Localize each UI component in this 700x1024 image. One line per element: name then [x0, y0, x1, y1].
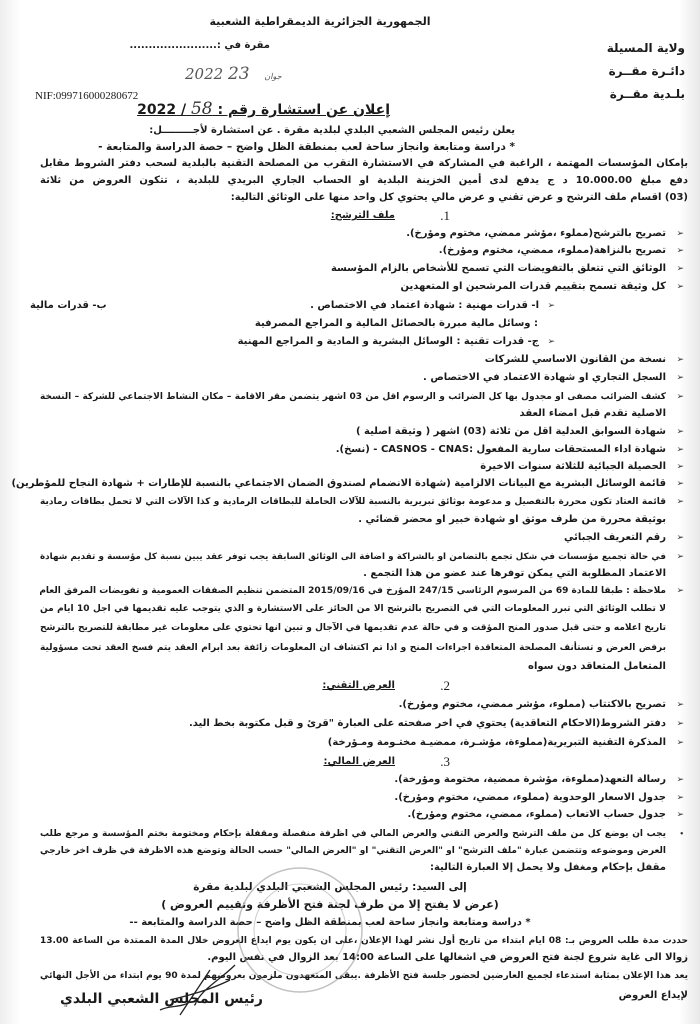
list-item: ➢ السجل التجاري او شهادة الاعتماد في الاختصاص . — [423, 370, 688, 386]
arrow-bullet-icon: ➢ — [676, 246, 684, 256]
date-month: جوان — [264, 72, 282, 81]
arrow-bullet-icon: ➢ — [676, 586, 684, 596]
sub-item-financial: ب- قدرات مالية — [30, 300, 107, 311]
arrow-bullet-icon: ➢ — [676, 427, 684, 437]
note-continuation: برفض العرض و تستأنف المصلحة المتعاقدة اجراءات المنح و اذا تم اكتشاف ان المعلومات زائفة بعد ابرام العقد يتم فسخ العقد تحت مسؤولية — [40, 643, 666, 653]
note-continuation: لا تطلب الوثائق التي تبرر المعلومات التي في التصريح بالترشح الا من الحائز على الاستشارة و الذي يتوجب عليه تقديمها في اجل 10 ايام من — [40, 604, 666, 614]
dot-bullet-icon: • — [679, 830, 684, 838]
date-year: 2022 — [185, 65, 224, 83]
arrow-bullet-icon: ➢ — [676, 445, 684, 455]
list-item-continuation: بوثيقة محررة من طرف موثق او شهادة خبير او محضر قضائي . — [358, 514, 666, 525]
list-item: ➢ رقم التعريف الجبائي — [564, 530, 688, 546]
arrow-bullet-icon: ➢ — [676, 810, 684, 820]
list-item: ➢ رسالة التعهد(مملوءة، مؤشرة ممضية، مختومة ومؤرخة). — [394, 772, 688, 788]
list-item: ➢ دفتر الشروط(الاحكام التعاقدية) يحتوي في اخر صفحته على العبارة "قرئ و قبل مكتوبة بخط اليد. — [189, 716, 688, 732]
envelope-instruction-line: مقفل بإحكام ومغفل ولا يحمل إلا العبارة التالية: — [429, 862, 666, 873]
list-item: ➢ شهادة السوابق العدلية اقل من ثلاثة (03) اشهر ( وثيقة اصلية ) — [356, 424, 688, 440]
list-item: ➢ المذكرة التقنية التبريرية(مملوءة، مؤشـرة، ممضيـة مختـومة ومـؤرخة) — [328, 735, 688, 751]
section-heading-candidacy: ملف الترشح: — [330, 210, 395, 221]
baladia-label: بلـدية مقــرة — [609, 87, 685, 101]
envelope-addressee: إلى السيد: رئيس المجلس الشعبي البلدي لبلدية مقرة — [193, 881, 467, 893]
list-item: ➢ تصريح بالنزاهة(مملوء، ممضي، مختوم ومؤرخ). — [439, 243, 688, 259]
handwritten-date — [185, 64, 292, 87]
sub-item-professional: ➢ ا- قدرات مهنية : شهادة اعتماد في الاختصاص . — [310, 298, 555, 314]
list-item: ➢ تصريح بالاكتتاب (مملوء، مؤشر ممضي، مختوم ومؤرخ). — [399, 697, 688, 713]
closing-line: لإيداع العروض — [618, 990, 688, 1001]
arrow-bullet-icon: ➢ — [676, 700, 684, 710]
list-item: ➢ نسخة من القانون الاساسي للشركات — [485, 352, 688, 368]
arrow-bullet-icon: ➢ — [676, 355, 684, 365]
date-day: 23 — [227, 64, 250, 84]
arrow-bullet-icon: ➢ — [676, 497, 684, 507]
list-item: ➢ كشف الضرائب مصفى او مجدول بها كل الضرائب و الرسوم اقل من 03 اشهر يتضمن مقر الاقامة – مكان النشاط الاجتماعي للشركة – النسخة — [40, 389, 688, 405]
closing-line: يعد هذا الإعلان بمثابة استدعاء لجميع العارضين لحضور جلسة فتح الأظرفة .يبقى المتعهدون ملزمون بعروضهم لمدة 90 يوم ابتداء من الأجل النهائي — [40, 971, 689, 981]
intro-paragraph-line: (03) اقسام ملف الترشح و عرض تقني و عرض مالي يحتوي كل واحد منها على الوثائق التالية: — [230, 192, 688, 203]
list-item: ➢ في حالة تجميع مؤسسات في شكل تجمع بالتضامن او بالشراكة و اضافة الى الوثائق السابقة يجب توفر عقد يبين نسبة كل مؤسسة و تقديم شهادة — [40, 549, 688, 565]
arrow-bullet-icon: ➢ — [676, 392, 684, 402]
announcement-title — [137, 99, 390, 119]
list-item: ➢ قائمة العتاد تكون محررة بالتفصيل و مدعومة بوثائق تبريرية بالنسبة للآلات الحاملة للبطاقات الرمادية و كذا الآلات التي لا تحمل بطاقات رمادية — [40, 494, 688, 510]
place-date: مقرة في :....................... — [129, 40, 270, 51]
section-number: 2. — [440, 678, 450, 693]
list-item: ➢ الوثائق التي تتعلق بالتفويضات التي تسمح للأشخاص بالزام المؤسسة — [331, 261, 688, 277]
list-item-continuation: الاعتماد المطلوبة التي يمكن توفرها عند عضو من هذا التجمع . — [363, 568, 666, 579]
intro-paragraph-line: دفع مبلغ 10.000.00 د ج يدفع لدى أمين الخزينة البلدية او الحساب الجاري البريدي للبلدية ، تتكون العروض من ثلاثة — [40, 175, 688, 186]
arrow-bullet-icon: ➢ — [676, 552, 684, 562]
note-continuation: تاريخ اعلامه و حتى قبل صدور المنح المؤقت و في حالة عدم تقديمها في الآجال و تبين انها تحتوي على معلومات غير مطابقة للتصريح بالترشح — [40, 623, 666, 633]
closing-line: حددت مدة طلب العروض بـ: 08 ايام ابتداء من تاريخ أول نشر لهذا الإعلان ،على ان يكون يوم ايداع العروض خلال المدة الممتدة من الساعة 13.00 — [40, 936, 688, 946]
list-item: ➢ قائمة الوسائل البشرية مع البيانات الالزامية (شهادة الانضمام لصندوق الضمان الاجتماعي بالنسبة للإطارات + شهادة النجاح للمؤطرين) — [11, 476, 688, 492]
list-item: ➢ الحصيلة الجبائية للثلاثة سنوات الاخيرة — [480, 459, 688, 475]
nif-number: NIF:099716000280672 — [35, 90, 139, 102]
arrow-bullet-icon: ➢ — [676, 373, 684, 383]
envelope-project: * دراسة ومتابعة وانجاز ساحة لعب بمنطقة الظل واضح – حصة الدراسة والمتابعة -- — [129, 917, 531, 928]
arrow-bullet-icon: ➢ — [676, 479, 684, 489]
envelope-instruction: • يجب ان يوضع كل من ملف الترشح والعرض التقني والعرض المالي في اظرفة منفصلة ومقفلة بإحكام ومختومة بختم المؤسسة و مرجع طلب — [40, 826, 688, 842]
arrow-bullet-icon: ➢ — [676, 282, 684, 292]
title-year: / 2022 — [137, 102, 187, 118]
note-continuation: المتعامل المتعاقد دون سواه — [528, 661, 666, 672]
signature-icon — [140, 960, 250, 1020]
list-item: ➢ تصريح بالترشح(مملوء ،مؤشر ممضي، مختوم ومؤرخ). — [406, 226, 688, 242]
arrow-bullet-icon: ➢ — [547, 301, 555, 311]
wilaya-label: ولاية المسيلة — [606, 41, 685, 55]
sub-item-technical: ➢ ج- قدرات تقنية : الوسائل البشرية و المادية و المراجع المهنية — [238, 334, 555, 350]
list-item: ➢ كل وثيقة تسمح بتقييم قدرات المرشحين او المتعهدين — [401, 279, 688, 295]
section-number: 1. — [440, 208, 450, 223]
title-prefix: إعلان عن استشارة رقم : — [217, 102, 390, 118]
arrow-bullet-icon: ➢ — [676, 533, 684, 543]
section-number: 3. — [440, 754, 450, 769]
title-number: 58 — [190, 99, 213, 119]
section-heading-technical: العرض التقني: — [322, 680, 395, 691]
signatory-title: رئيس المجلس الشعبي البلدي — [60, 991, 263, 1007]
intro-paragraph-line: بإمكان المؤسسات المهتمة ، الراغبة في المشاركة في الاستشارة التقرب من المصلحة التقنية بالبلدية لسحب دفتر الشروط مقابل — [40, 158, 688, 169]
republic-heading: الجمهورية الجزائرية الديمقراطية الشعبية — [209, 15, 431, 28]
official-stamp-icon — [230, 860, 370, 1000]
daira-label: دائـرة مقــرة — [608, 64, 685, 78]
closing-line: زوالا الى غاية شروع لجنة فتح العروض في اشغالها على الساعة 14:00 بعد الزوال في نفس اليوم. — [207, 952, 688, 963]
list-item-note: ➢ ملاحظة : طبقا للمادة 69 من المرسوم الرئاسي 247/15 المؤرخ في 2015/09/16 المتضمن تنظيم الصفقات العمومية و تفويضات المرفق العام — [40, 583, 688, 599]
list-item: ➢ شهادة اداء المستحقات سارية المفعول :CASNOS - CNAS - (نسخ). — [336, 442, 688, 458]
envelope-instruction-line: العرض وموضوعه وتتضمن عبارة "ملف الترشح" او "العرض التقني" او "العرض المالي" حسب الحالة وتوضع هذه الاظرفة في ظرف اخر خارجي — [40, 846, 666, 856]
section-heading-financial: العرض المالي: — [323, 756, 395, 767]
arrow-bullet-icon: ➢ — [676, 462, 684, 472]
arrow-bullet-icon: ➢ — [676, 738, 684, 748]
arrow-bullet-icon: ➢ — [676, 775, 684, 785]
arrow-bullet-icon: ➢ — [547, 337, 555, 347]
intro-project: * دراسة ومتابعة وانجاز ساحة لعب بمنطقة الظل واضح – حصة الدراسة والمتابعة - — [98, 141, 515, 153]
arrow-bullet-icon: ➢ — [676, 793, 684, 803]
list-item: ➢ جدول حساب الاتعاب (مملوء، ممضي، مختوم ومؤرخ). — [407, 807, 688, 823]
list-item: ➢ جدول الاسعار الوحدوية (مملوء، ممضي، مختوم ومؤرخ). — [394, 790, 688, 806]
arrow-bullet-icon: ➢ — [676, 229, 684, 239]
envelope-notice: (عرض لا يفتح إلا من طرف لجنة فتح الأظرفة وتقييم العروض ) — [161, 898, 499, 911]
intro-line: يعلن رئيس المجلس الشعبي البلدي لبلدية مقرة . عن استشارة لأجـــــــــل: — [149, 125, 515, 136]
arrow-bullet-icon: ➢ — [676, 719, 684, 729]
list-item-continuation: الاصلية تقدم قبل امضاء العقد — [519, 408, 666, 419]
sub-item-financial-detail: : وسائل مالية مبررة بالحصائل المالية و المراجع المصرفية — [254, 318, 538, 329]
arrow-bullet-icon: ➢ — [676, 264, 684, 274]
